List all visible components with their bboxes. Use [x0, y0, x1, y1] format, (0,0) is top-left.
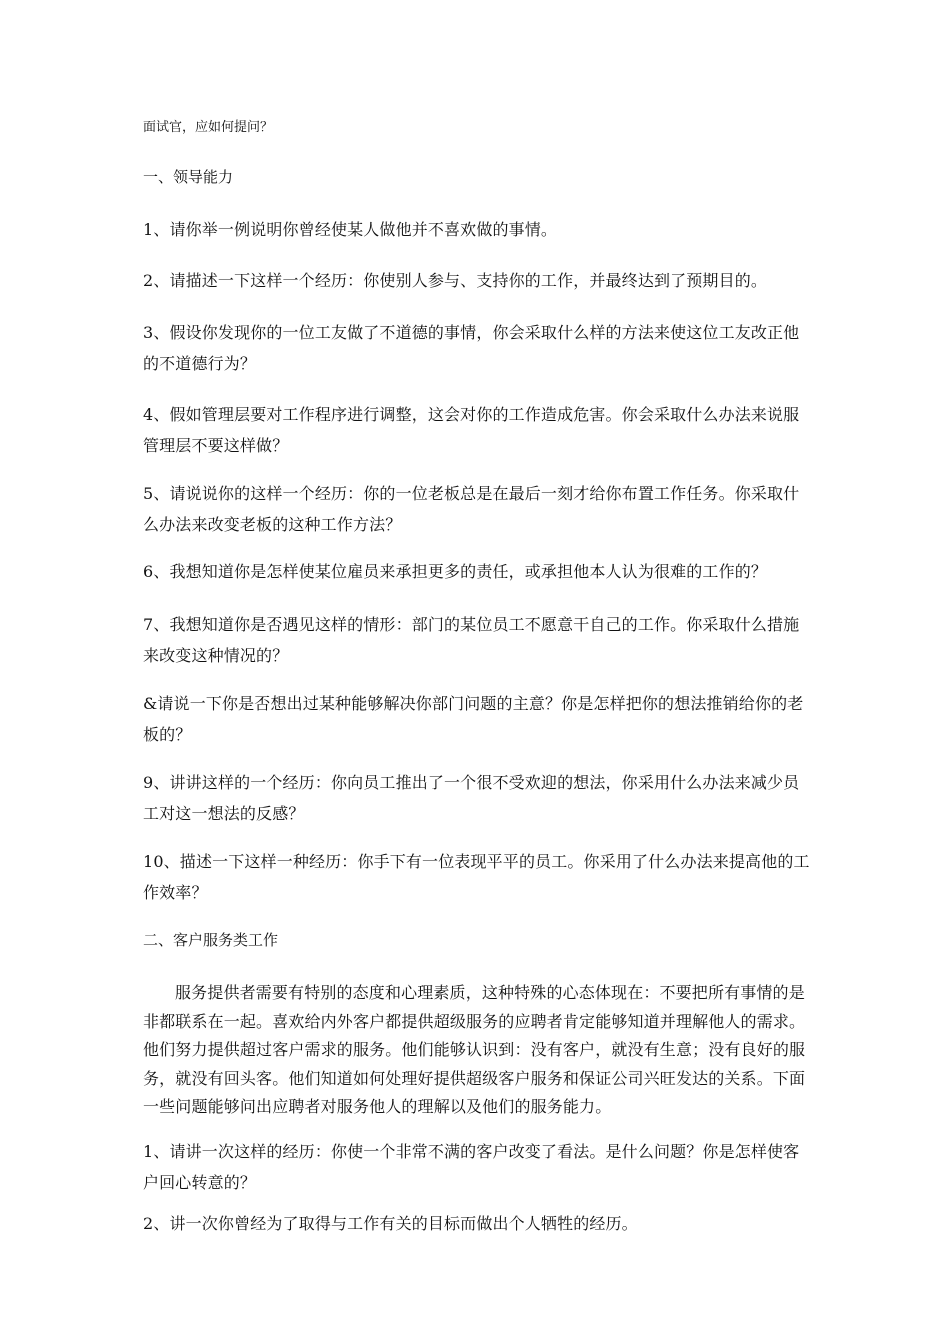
- question-item: 7、我想知道你是否遇见这样的情形：部门的某位员工不愿意干自己的工作。你采取什么措施来改变这种情况的？: [143, 615, 800, 665]
- question-item: 2、讲一次你曾经为了取得与工作有关的目标而做出个人牺牲的经历。: [143, 1214, 638, 1233]
- section-heading-customer-service: 二、客户服务类工作: [143, 931, 279, 949]
- question-item: 10、描述一下这样一种经历：你手下有一位表现平平的员工。你采用了什么办法来提高他的工作效率？: [143, 852, 810, 902]
- section-intro-paragraph: 服务提供者需要有特别的态度和心理素质，这种特殊的心态体现在：不要把所有事情的是非都联系在一起。喜欢给内外客户都提供超级服务的应聘者肯定能够知道并理解他人的需求。他们努力提供超过客户需求的服务。他们能够认识到：没有客户，就没有生意；没有良好的服务，就没有回头客。他们知道如何处理好提供超级客户服务和保证公司兴旺发达的关系。下面一些问题能够问出应聘者对服务他人的理解以及他们的服务能力。: [143, 983, 806, 1116]
- question-item: 5、请说说你的这样一个经历：你的一位老板总是在最后一刻才给你布置工作任务。你采取什么办法来改变老板的这种工作方法？: [143, 484, 800, 534]
- question-item: 3、假设你发现你的一位工友做了不道德的事情，你会采取什么样的方法来使这位工友改正他的不道德行为？: [143, 323, 800, 373]
- question-item: 2、请描述一下这样一个经历：你使别人参与、支持你的工作，并最终达到了预期目的。: [143, 271, 768, 290]
- question-item: 4、假如管理层要对工作程序进行调整，这会对你的工作造成危害。你会采取什么办法来说服管理层不要这样做？: [143, 405, 800, 455]
- question-item: &请说一下你是否想出过某种能够解决你部门问题的主意？你是怎样把你的想法推销给你的老板的？: [143, 694, 804, 744]
- question-item: 1、请讲一次这样的经历：你使一个非常不满的客户改变了看法。是什么问题？你是怎样使客户回心转意的？: [143, 1142, 800, 1192]
- document-title: 面试官，应如何提问？: [143, 120, 274, 135]
- question-item: 6、我想知道你是怎样使某位雇员来承担更多的责任，或承担他本人认为很难的工作的？: [143, 562, 768, 581]
- question-item: 1、请你举一例说明你曾经使某人做他并不喜欢做的事情。: [143, 220, 558, 239]
- section-heading-leadership: 一、领导能力: [143, 168, 234, 186]
- question-item: 9、讲讲这样的一个经历：你向员工推出了一个很不受欢迎的想法，你采用什么办法来减少员工对这一想法的反感？: [143, 773, 800, 823]
